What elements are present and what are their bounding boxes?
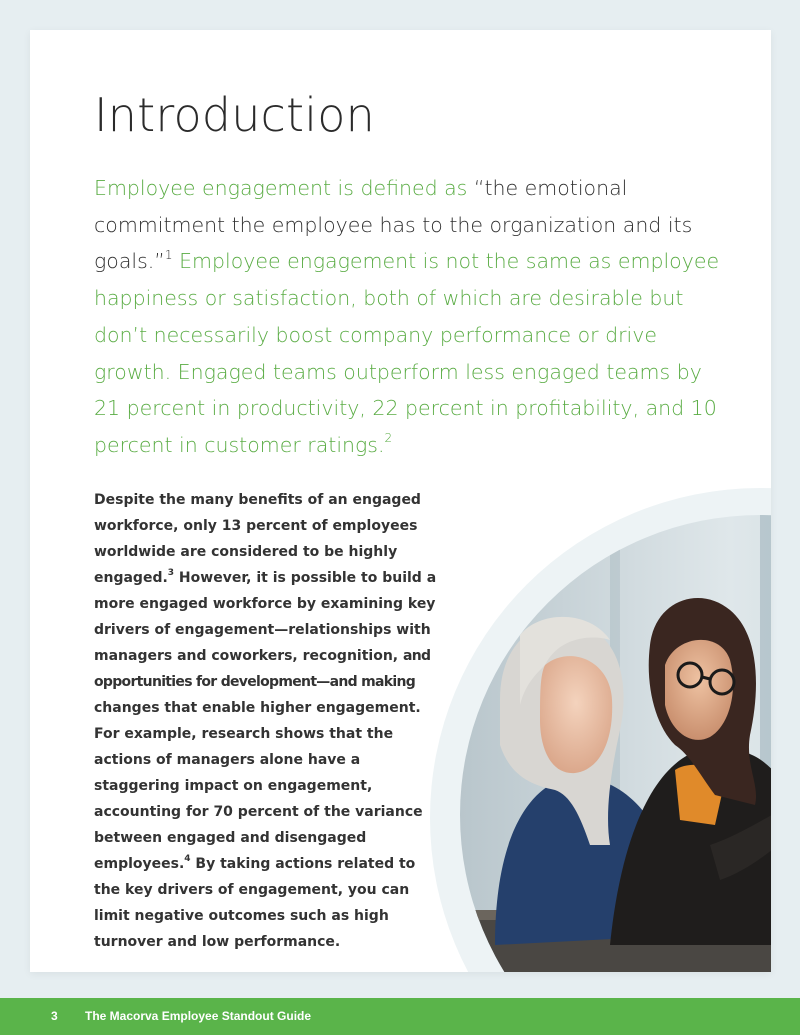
body-text-3: and opportunities for development—and making (94, 648, 431, 690)
page-footer (0, 998, 800, 1035)
footnote-ref-2: 2 (384, 431, 393, 446)
body-text-4: changes that enable higher engagement. For example, research shows that the actions of managers alone have a staggering impact on engagement, accounting for 70 percent of the variance between engaged and disengaged employees. (94, 700, 423, 872)
footer-title: The Macorva Employee Standout Guide (85, 1009, 312, 1023)
footnote-ref-1: 1 (164, 247, 173, 262)
lead-text-2: Employee engagement is not the same as employee happiness or satisfaction, both of which are desirable but don’t necessarily boost company performance or drive growth. Engaged teams outperform less engaged teams by 21 percent in productivity, 22 percent in profitability, and 10 percent in customer ratings. (94, 249, 720, 457)
photo-two-women-at-laptop (460, 515, 771, 972)
lead-paragraph (94, 170, 734, 464)
footnote-ref-4: 4 (184, 854, 191, 865)
body-paragraph (94, 487, 439, 955)
lead-text-1: Employee engagement is defined as (94, 176, 474, 200)
lead-quote: “the emotional commitment the employee has to the organization and its goals.” (94, 176, 693, 274)
page-card (30, 30, 771, 972)
page-title: Introduction (94, 88, 375, 142)
body-text-2: However, it is possible to build a more engaged workforce by examining key drivers of engagement—relationships with managers and coworkers, recognition, (94, 570, 437, 664)
page-number: 3 (51, 1009, 58, 1023)
photo-illustration (460, 515, 771, 972)
body-text-1: Despite the many benefits of an engaged workforce, only 13 percent of employees worldwide are considered to be highly engaged. (94, 492, 421, 586)
body-text-5: By taking actions related to the key drivers of engagement, you can limit negative outcomes such as high turnover and low performance. (94, 856, 416, 950)
footnote-ref-3: 3 (167, 568, 175, 579)
